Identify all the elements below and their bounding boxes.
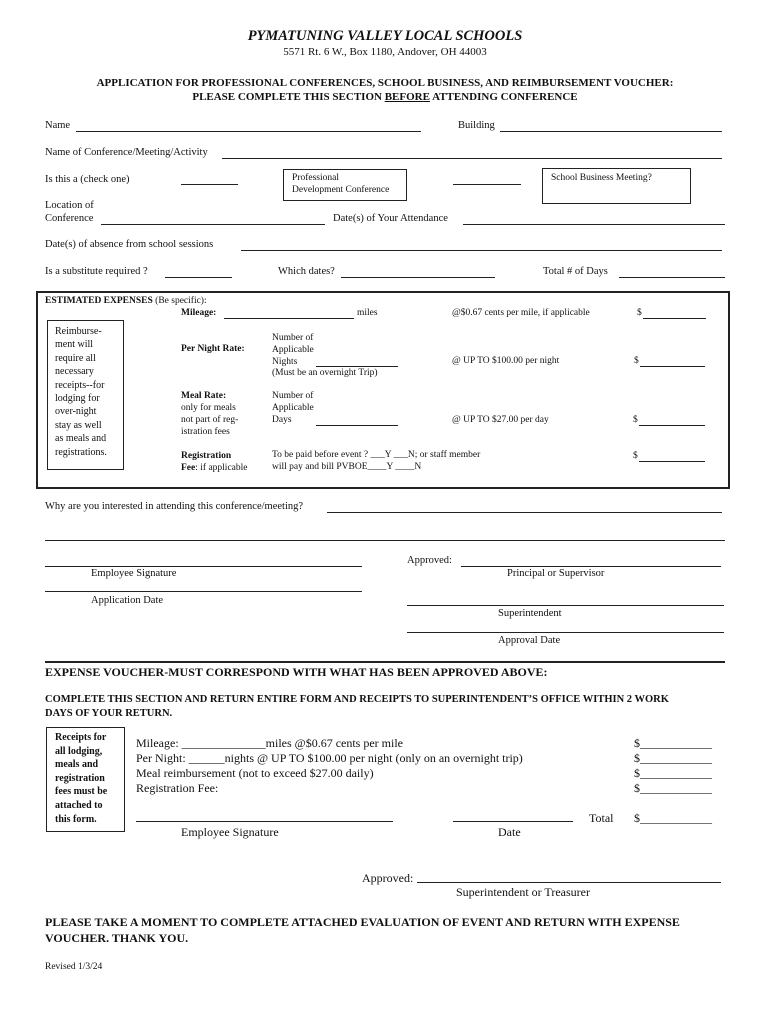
school-name: PYMATUNING VALLEY LOCAL SCHOOLS bbox=[247, 28, 523, 44]
est-days-field[interactable] bbox=[316, 425, 398, 426]
receipts-note bbox=[55, 731, 107, 826]
est-meal-rate: @ UP TO $27.00 per day bbox=[452, 415, 549, 425]
supt-treasurer-label: Superintendent or Treasurer bbox=[456, 885, 590, 899]
estimated-title-rest: (Be specific): bbox=[152, 296, 207, 306]
est-mileage-label: Mileage: bbox=[181, 308, 217, 318]
building-field[interactable] bbox=[500, 131, 722, 132]
voucher-title: EXPENSE VOUCHER-MUST CORRESPOND WITH WHAT HAS BEEN APPROVED ABOVE: bbox=[45, 665, 548, 679]
est-meal-amount[interactable] bbox=[639, 425, 705, 426]
substitute-label: Is a substitute required ? bbox=[45, 266, 148, 277]
evaluation-note-2: VOUCHER. THANK YOU. bbox=[45, 931, 189, 945]
superintendent-line[interactable] bbox=[407, 605, 724, 606]
note-line: receipts--for bbox=[55, 379, 105, 391]
est-reg-paid-line2: will pay and bill PVBOE____Y ____N bbox=[272, 462, 422, 472]
pd-option-line1: Professional bbox=[292, 173, 339, 183]
est-nights-line3: Nights bbox=[272, 357, 298, 367]
est-meal-sub2: not part of reg- bbox=[181, 415, 239, 425]
voucher-instruction-1: COMPLETE THIS SECTION AND RETURN ENTIRE FORM AND RECEIPTS TO SUPERINTENDENT’S OFFICE WITHIN 2 WORK bbox=[45, 694, 669, 705]
sb-checkbox-line[interactable] bbox=[453, 184, 521, 185]
why-interested-field-2[interactable] bbox=[45, 540, 725, 541]
note-line: stay as well bbox=[55, 419, 102, 431]
voucher-registration: Registration Fee: bbox=[136, 781, 219, 795]
voucher-employee-signature-line[interactable] bbox=[136, 821, 393, 822]
voucher-mileage: Mileage: ______________miles @$0.67 cents per mile bbox=[136, 736, 404, 750]
note-line: registrations. bbox=[55, 446, 107, 458]
employee-signature-line[interactable] bbox=[45, 566, 362, 567]
reg-fee-bold: Fee bbox=[181, 463, 196, 473]
application-date-label: Application Date bbox=[91, 595, 164, 606]
est-reg-paid-line1: To be paid before event ? ___Y ___N; or staff member bbox=[272, 450, 481, 460]
est-days-line3: Days bbox=[272, 415, 292, 425]
principal-signature-line[interactable] bbox=[461, 566, 721, 567]
note-line: over-night bbox=[55, 406, 97, 418]
voucher-date-label: Date bbox=[498, 825, 521, 839]
total-days-label: Total # of Days bbox=[543, 266, 608, 277]
voucher-night-amount[interactable]: $____________ bbox=[634, 751, 712, 765]
name-label: Name bbox=[45, 120, 71, 131]
which-dates-field[interactable] bbox=[341, 277, 495, 278]
voucher-approved-line[interactable] bbox=[417, 882, 721, 883]
receipts-line: meals and bbox=[55, 759, 99, 771]
est-reg-dollar: $ bbox=[633, 451, 638, 461]
location-field[interactable] bbox=[101, 224, 325, 225]
est-meal-label: Meal Rate: bbox=[181, 391, 227, 401]
receipts-line: fees must be bbox=[55, 786, 108, 798]
school-address: 5571 Rt. 6 W., Box 1180, Andover, OH 44003 bbox=[283, 46, 487, 58]
subtitle-pre: PLEASE COMPLETE THIS SECTION bbox=[192, 91, 385, 103]
voucher-mileage-amount[interactable]: $____________ bbox=[634, 736, 712, 750]
est-night-rate: @ UP TO $100.00 per night bbox=[452, 356, 560, 366]
subtitle-post: ATTENDING CONFERENCE bbox=[429, 91, 578, 103]
voucher-meal: Meal reimbursement (not to exceed $27.00 daily) bbox=[136, 766, 374, 780]
est-reg-label: Registration bbox=[181, 451, 232, 461]
why-interested-field-1[interactable] bbox=[327, 512, 722, 513]
note-line: ment will bbox=[55, 339, 94, 351]
approval-date-line[interactable] bbox=[407, 632, 724, 633]
revised-date: Revised 1/3/24 bbox=[45, 962, 103, 972]
pd-checkbox-line[interactable] bbox=[181, 184, 238, 185]
voucher-instruction-2: DAYS OF YOUR RETURN. bbox=[45, 708, 173, 719]
voucher-reg-amount[interactable]: $____________ bbox=[634, 781, 712, 795]
est-meal-dollar: $ bbox=[633, 415, 638, 425]
est-nights-line1: Number of bbox=[272, 333, 314, 343]
reimbursement-note bbox=[55, 325, 107, 459]
est-overnight-note: (Must be an overnight Trip) bbox=[272, 368, 378, 378]
est-meal-sub3: istration fees bbox=[181, 427, 230, 437]
pd-option-line2: Development Conference bbox=[292, 185, 390, 195]
voucher-total-label: Total bbox=[589, 811, 614, 825]
voucher-total-amount[interactable]: $____________ bbox=[634, 811, 712, 825]
application-title: APPLICATION FOR PROFESSIONAL CONFERENCES, SCHOOL BUSINESS, AND REIMBURSEMENT VOUCHER: bbox=[96, 77, 674, 89]
name-field[interactable] bbox=[76, 131, 421, 132]
est-per-night-label: Per Night Rate: bbox=[181, 344, 245, 354]
est-reg-amount[interactable] bbox=[639, 461, 705, 462]
note-line: require all bbox=[55, 352, 96, 364]
voucher-per-night: Per Night: ______nights @ UP TO $100.00 per night (only on an overnight trip) bbox=[136, 751, 523, 765]
subtitle-before: BEFORE bbox=[384, 91, 430, 103]
why-interested-label: Why are you interested in attending this conference/meeting? bbox=[45, 501, 304, 512]
check-one-label: Is this a (check one) bbox=[45, 174, 130, 185]
note-line: lodging for bbox=[55, 393, 100, 405]
conference-name-label: Name of Conference/Meeting/Activity bbox=[45, 147, 208, 158]
evaluation-note-1: PLEASE TAKE A MOMENT TO COMPLETE ATTACHED EVALUATION OF EVENT AND RETURN WITH EXPENSE bbox=[45, 915, 680, 929]
est-nights-field[interactable] bbox=[316, 366, 398, 367]
est-days-line2: Applicable bbox=[272, 403, 314, 413]
est-night-amount[interactable] bbox=[640, 366, 705, 367]
approval-date-label: Approval Date bbox=[498, 635, 561, 646]
receipts-line: this form. bbox=[55, 813, 97, 825]
total-days-field[interactable] bbox=[619, 277, 725, 278]
est-mileage-field[interactable] bbox=[224, 318, 354, 319]
voucher-divider bbox=[45, 661, 725, 663]
application-subtitle bbox=[0, 91, 770, 103]
est-miles-word: miles bbox=[357, 308, 378, 318]
dates-absence-field[interactable] bbox=[241, 250, 722, 251]
est-mileage-amount[interactable] bbox=[643, 318, 706, 319]
voucher-date-line[interactable] bbox=[453, 821, 573, 822]
receipts-line: Receipts for bbox=[55, 732, 107, 743]
substitute-field[interactable] bbox=[165, 277, 232, 278]
est-days-line1: Number of bbox=[272, 391, 314, 401]
dates-attendance-field[interactable] bbox=[463, 224, 725, 225]
est-mileage-rate: @$0.67 cents per mile, if applicable bbox=[452, 308, 590, 318]
voucher-meal-amount[interactable]: $____________ bbox=[634, 766, 712, 780]
dates-attendance-label: Date(s) of Your Attendance bbox=[333, 213, 448, 224]
application-date-line[interactable] bbox=[45, 591, 362, 592]
principal-label: Principal or Supervisor bbox=[507, 568, 605, 579]
receipts-line: all lodging, bbox=[55, 745, 103, 757]
est-night-dollar: $ bbox=[634, 356, 639, 366]
voucher-employee-signature-label: Employee Signature bbox=[181, 825, 279, 839]
approved-label: Approved: bbox=[407, 555, 452, 566]
which-dates-label: Which dates? bbox=[278, 266, 335, 277]
est-nights-line2: Applicable bbox=[272, 345, 314, 355]
employee-signature-label: Employee Signature bbox=[91, 568, 177, 579]
dates-absence-label: Date(s) of absence from school sessions bbox=[45, 239, 214, 250]
receipts-line: registration bbox=[55, 772, 105, 784]
receipts-line: attached to bbox=[55, 799, 103, 811]
sb-option-label: School Business Meeting? bbox=[551, 173, 652, 183]
reg-fee-rest: : if applicable bbox=[195, 463, 248, 473]
note-line: Reimburse- bbox=[55, 326, 102, 337]
estimated-expenses-title bbox=[45, 296, 207, 306]
voucher-approved-label: Approved: bbox=[362, 871, 414, 885]
note-line: as meals and bbox=[55, 433, 107, 445]
location-label-1: Location of bbox=[45, 200, 94, 211]
conference-name-field[interactable] bbox=[222, 158, 722, 159]
location-label-2: Conference bbox=[45, 213, 94, 224]
building-label: Building bbox=[458, 120, 495, 131]
est-meal-sub1: only for meals bbox=[181, 403, 236, 413]
est-reg-fee bbox=[181, 463, 247, 473]
note-line: necessary bbox=[55, 366, 94, 378]
superintendent-label: Superintendent bbox=[498, 608, 562, 619]
estimated-title-bold: ESTIMATED EXPENSES bbox=[45, 296, 153, 306]
est-mileage-dollar: $ bbox=[637, 308, 642, 318]
